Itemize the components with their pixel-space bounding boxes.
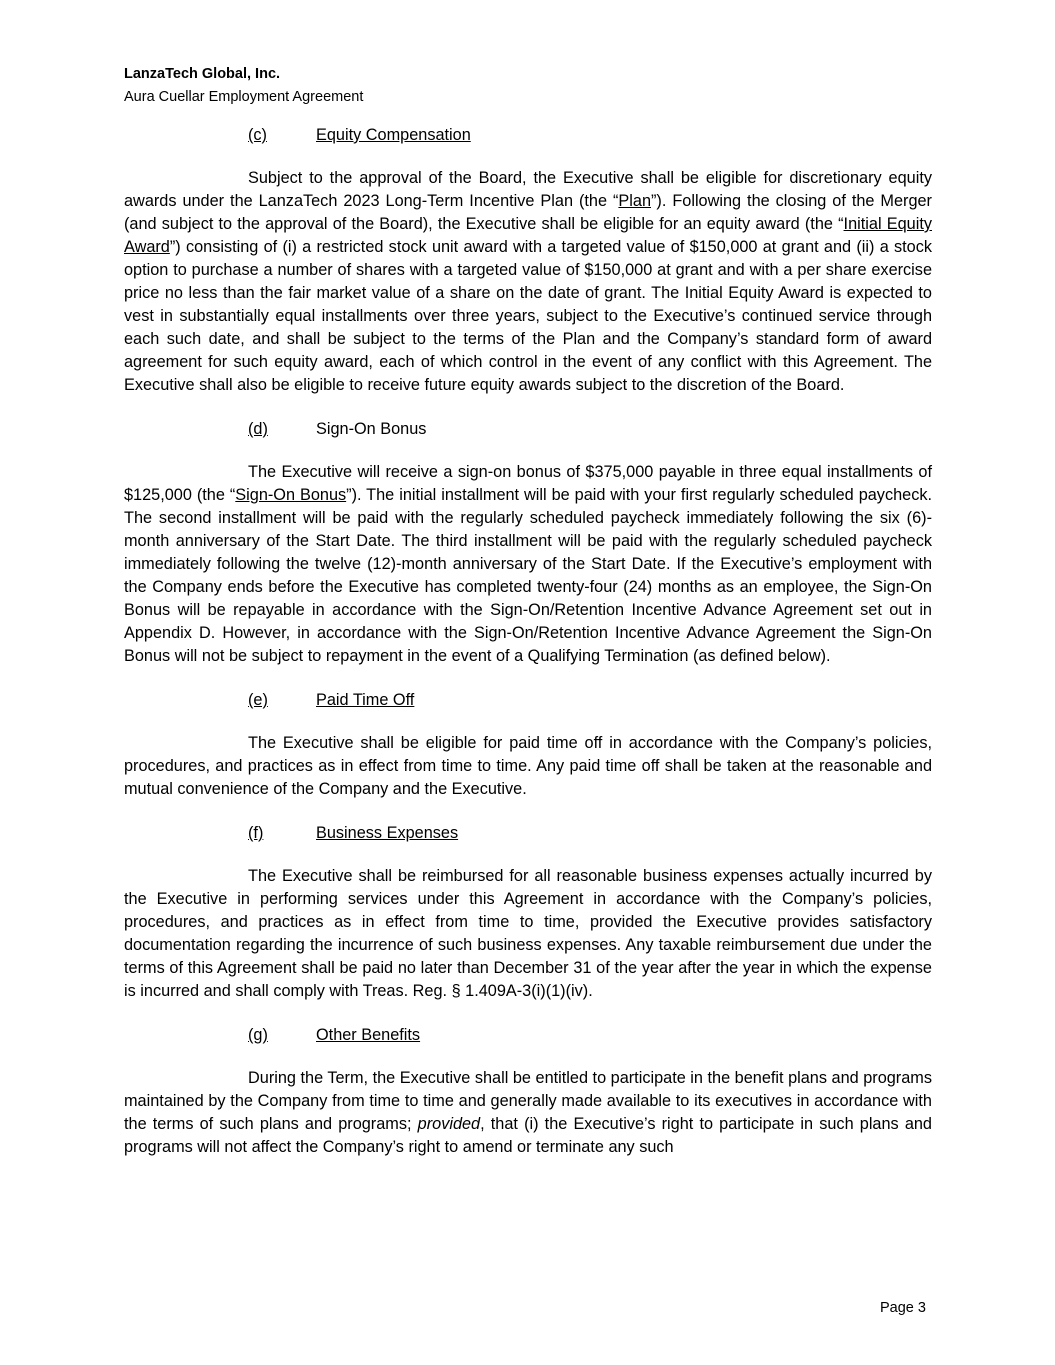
paragraph-business-expenses: The Executive shall be reimbursed for all reasonable business expenses actually incurred by the Executive in performing services under this Agreement in accordance with the Company’s policies, procedures, and practices as in effect from time to time, provided the Executive provides satisfactory documentation regarding the incurrence of such business expenses. Any taxable reimbursement due under the terms of this Agreement shall be paid no later than December 31 of the year after the year in which the expense is incurred and shall comply with Treas. Reg. § 1.409A-3(i)(1)(iv). <box>124 867 932 1000</box>
section-heading-d <box>124 418 932 441</box>
section-number: (f) <box>248 824 264 842</box>
text-run: The Executive will receive a sign-on bonus of $375,000 payable in three equal installments of $125,000 (the “ <box>124 463 932 504</box>
paragraph-equity-compensation <box>124 167 932 397</box>
text-run: During the Term, the Executive shall be entitled to participate in the benefit plans and programs maintained by the Company from time to time and generally made available to its executives in accordance with the terms of such plans and programs; <box>124 1069 932 1133</box>
paragraph-sign-on-bonus <box>124 461 932 668</box>
defined-term-sign-on-bonus: Sign-On Bonus <box>235 486 347 504</box>
section-heading-f <box>124 822 932 845</box>
page-header <box>124 63 363 109</box>
document-body <box>124 124 932 1159</box>
header-company: LanzaTech Global, Inc. <box>124 66 281 82</box>
section-title: Paid Time Off <box>316 691 415 709</box>
text-run: Subject to the approval of the Board, the Executive shall be eligible for discretionary equity awards under the LanzaTech 2023 Long-Term Incentive Plan (the “ <box>124 169 932 210</box>
header-document-title: Aura Cuellar Employment Agreement <box>124 89 364 105</box>
paragraph-other-benefits <box>124 1067 932 1159</box>
section-heading-c <box>124 124 932 147</box>
page-number: Page 3 <box>880 1300 926 1316</box>
section-title: Equity Compensation <box>316 126 471 144</box>
emphasis-provided: provided <box>417 1115 481 1133</box>
defined-term-plan: Plan <box>618 192 651 210</box>
text-run: ”) consisting of (i) a restricted stock unit award with a targeted value of $150,000 at grant and (ii) a stock option to purchase a number of shares with a targeted value of $150,000 at grant and with a per share exercise price no less than the fair market value of a share on the date of grant. The Initial Equity Award is expected to vest in substantially equal installments over three years, subject to the Executive’s continued service through each such date, and shall be subject to the terms of the Plan and the Company’s standard form of award agreement for such equity award, each of which control in the event of any conflict with this Agreement. The Executive shall also be eligible to receive future equity awards subject to the discretion of the Board. <box>124 238 932 394</box>
section-title: Other Benefits <box>316 1026 421 1044</box>
section-title: Business Expenses <box>316 824 459 842</box>
section-title: Sign-On Bonus <box>316 420 427 438</box>
section-number: (d) <box>248 420 268 438</box>
text-run: , that (i) the Executive’s right to participate in such plans and programs will not affect the Company’s right to amend or terminate any such <box>124 1115 932 1156</box>
section-number: (g) <box>248 1026 268 1044</box>
section-number: (e) <box>248 691 268 709</box>
text-run: ”). The initial installment will be paid with your first regularly scheduled paycheck. The second installment will be paid with the regularly scheduled paycheck immediately following the six (6)-month anniversary of the Start Date. The third installment will be paid with the regularly scheduled paycheck immediately following the twelve (12)-month anniversary of the Start Date. If the Executive’s employment with the Company ends before the Executive has completed twenty-four (24) months as an employee, the Sign-On Bonus will be repayable in accordance with the Sign-On/Retention Incentive Advance Agreement set out in Appendix D. However, in accordance with the Sign-On/Retention Incentive Advance Agreement the Sign-On Bonus will not be subject to repayment in the event of a Qualifying Termination (as defined below). <box>124 486 932 665</box>
text-run: ”). Following the closing of the Merger (and subject to the approval of the Board), the Executive shall be eligible for an equity award (the “ <box>124 192 932 233</box>
section-number: (c) <box>248 126 267 144</box>
paragraph-paid-time-off: The Executive shall be eligible for paid time off in accordance with the Company’s policies, procedures, and practices as in effect from time to time. Any paid time off shall be taken at the reasonable and mutual convenience of the Company and the Executive. <box>124 734 932 798</box>
defined-term-initial-equity-award: Initial Equity Award <box>124 215 932 256</box>
section-heading-e <box>124 689 932 712</box>
section-heading-g <box>124 1024 932 1047</box>
